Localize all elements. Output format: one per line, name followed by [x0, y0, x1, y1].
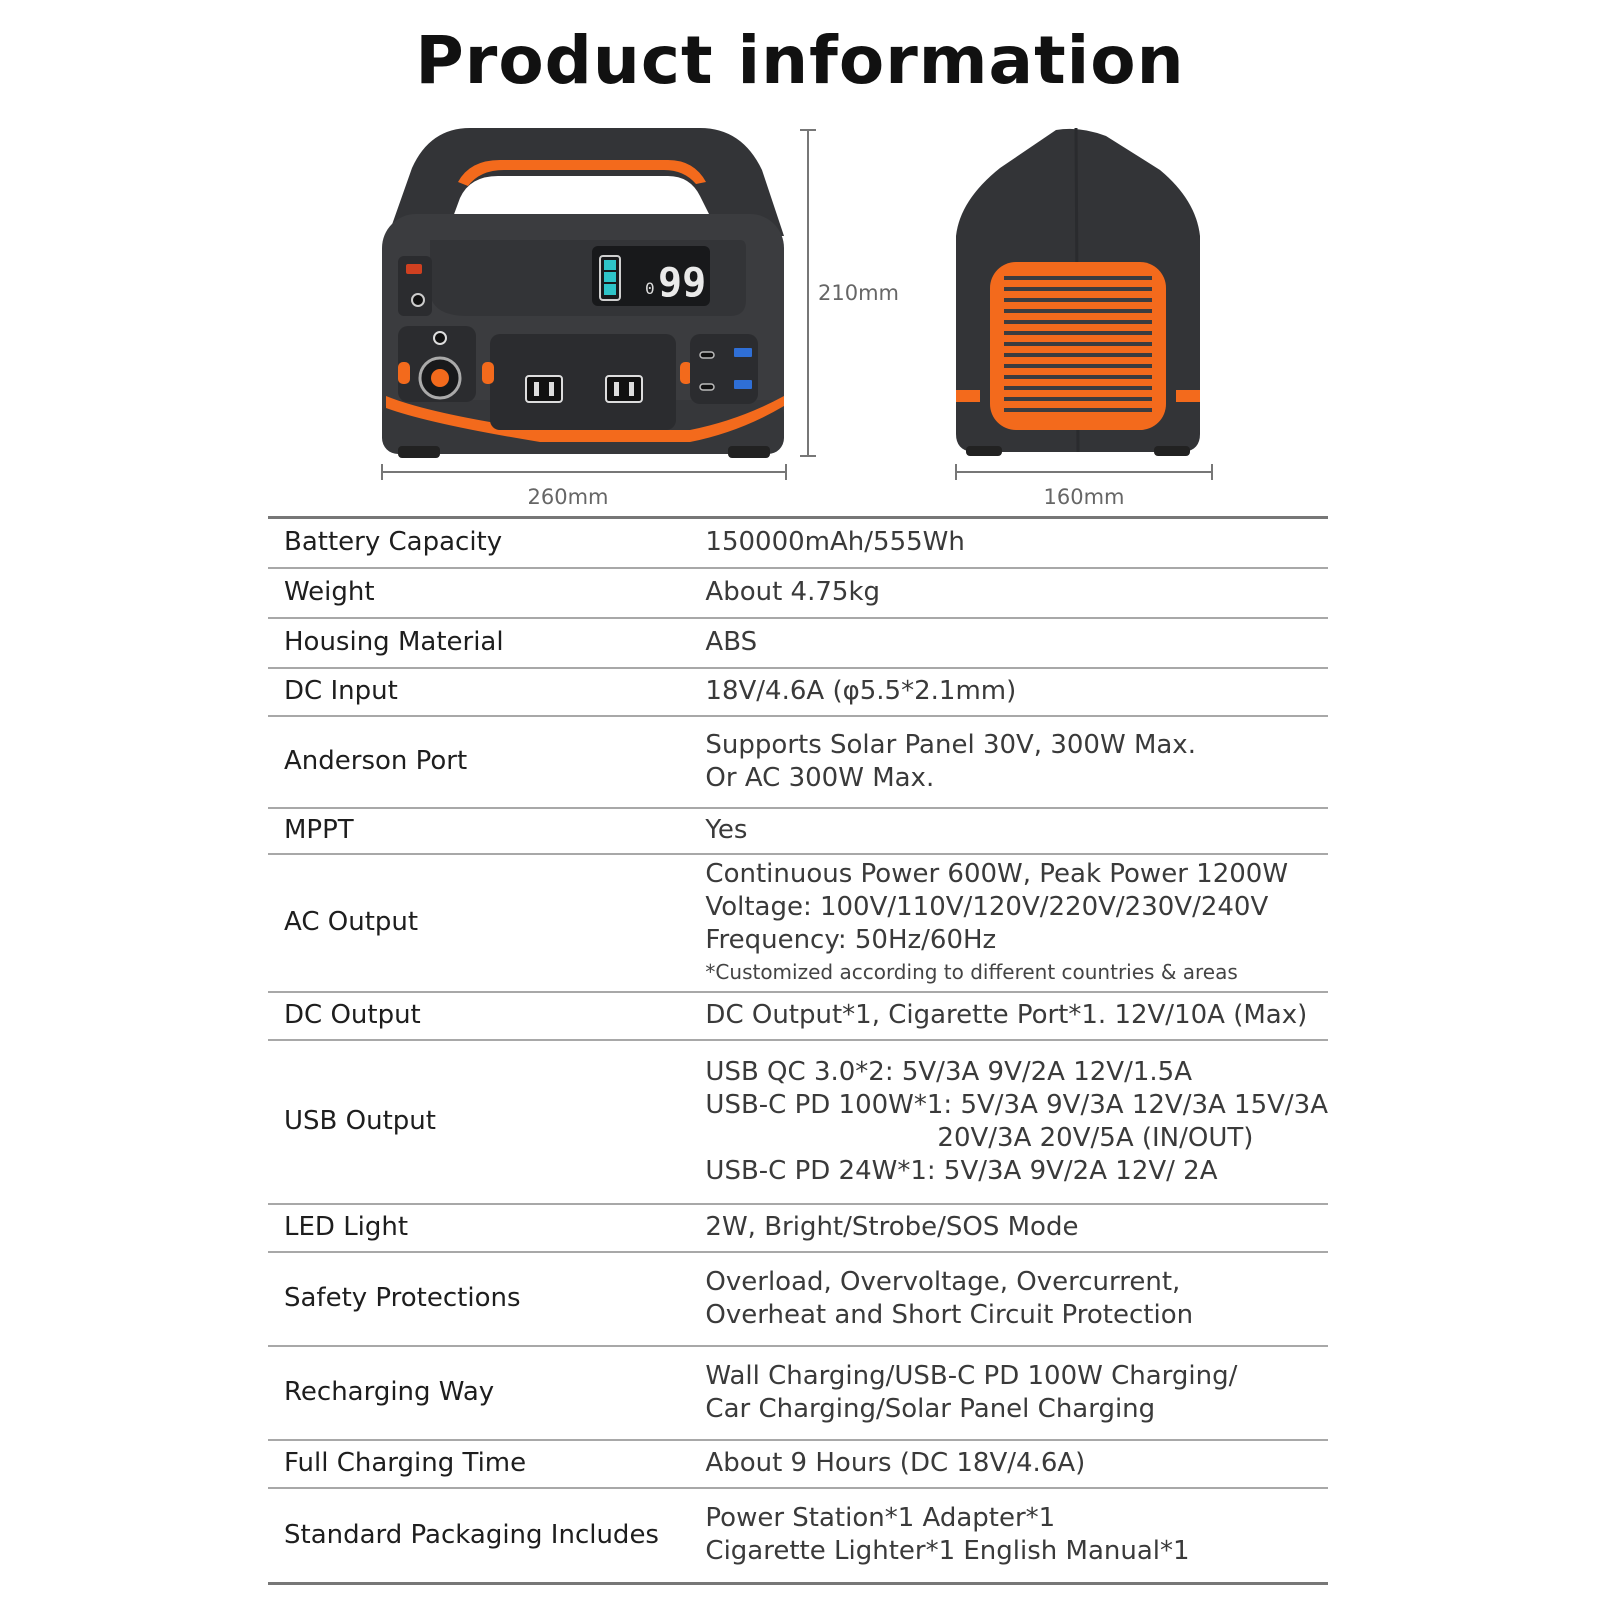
- height-label: 210mm: [818, 281, 899, 305]
- spec-row: [268, 568, 1328, 618]
- dimension-width: [382, 464, 786, 509]
- spec-value: Overload, Overvoltage, Overcurrent, Overheat and Short Circuit Protection: [705, 1252, 1328, 1346]
- spec-row: [268, 1488, 1328, 1584]
- spec-value: 18V/4.6A (φ5.5*2.1mm): [705, 668, 1328, 716]
- spec-row: [268, 1252, 1328, 1346]
- spec-label: DC Input: [268, 668, 705, 716]
- spec-label: DC Output: [268, 992, 705, 1040]
- width-label: 260mm: [527, 485, 609, 509]
- dimension-depth: [956, 464, 1212, 509]
- spec-row: [268, 808, 1328, 854]
- spec-row: [268, 668, 1328, 716]
- front-view: [382, 128, 784, 458]
- page-title: Product information: [415, 22, 1185, 99]
- spec-value: ABS: [705, 618, 1328, 668]
- spec-row: [268, 618, 1328, 668]
- spec-label: Standard Packaging Includes: [268, 1488, 705, 1584]
- dimension-height: [800, 130, 899, 456]
- spec-value: About 9 Hours (DC 18V/4.6A): [705, 1440, 1328, 1488]
- spec-row: [268, 1040, 1328, 1204]
- ac-outlet-left: [526, 376, 562, 402]
- spec-label: Anderson Port: [268, 716, 705, 808]
- spec-label: Weight: [268, 568, 705, 618]
- foot-right: [728, 446, 770, 458]
- spec-row: [268, 992, 1328, 1040]
- spec-value: Power Station*1 Adapter*1 Cigarette Lighter*1 English Manual*1: [705, 1488, 1328, 1584]
- spec-label: Recharging Way: [268, 1346, 705, 1440]
- spec-value: Continuous Power 600W, Peak Power 1200W Voltage: 100V/110V/120V/220V/230V/240V Frequency: 50Hz/60Hz *Customized according to different countries & areas: [705, 854, 1328, 992]
- spec-row: [268, 1440, 1328, 1488]
- spec-label: MPPT: [268, 808, 705, 854]
- spec-value: 2W, Bright/Strobe/SOS Mode: [705, 1204, 1328, 1252]
- spec-value: Yes: [705, 808, 1328, 854]
- usb-c-port-2: [700, 384, 714, 390]
- spec-label: LED Light: [268, 1204, 705, 1252]
- product-figure: [0, 0, 1600, 520]
- usb-a-port-2: [734, 380, 752, 389]
- ac-panel: [490, 334, 676, 430]
- spec-label: Safety Protections: [268, 1252, 705, 1346]
- spec-table: [268, 516, 1328, 1585]
- spec-value: 150000mAh/555Wh: [705, 518, 1328, 568]
- spec-row: [268, 854, 1328, 992]
- spec-label: Battery Capacity: [268, 518, 705, 568]
- spec-value: About 4.75kg: [705, 568, 1328, 618]
- spec-row: [268, 716, 1328, 808]
- usb-panel: [690, 334, 758, 404]
- spec-label: USB Output: [268, 1040, 705, 1204]
- spec-label: AC Output: [268, 854, 705, 992]
- dc-output-port: [434, 332, 446, 344]
- spec-row: [268, 1204, 1328, 1252]
- spec-value: USB QC 3.0*2: 5V/3A 9V/2A 12V/1.5A USB-C PD 100W*1: 5V/3A 9V/3A 12V/3A 15V/3A 20V/3A 20V/5A (IN/OUT) USB-C PD 24W*1: 5V/3A 9V/2A 12V/ 2A: [705, 1040, 1328, 1204]
- spec-value: Wall Charging/USB-C PD 100W Charging/ Car Charging/Solar Panel Charging: [705, 1346, 1328, 1440]
- lcd-digits: 99: [658, 260, 707, 306]
- spec-value: Supports Solar Panel 30V, 300W Max. Or AC 300W Max.: [705, 716, 1328, 808]
- side-view: [956, 128, 1200, 456]
- foot-left: [398, 446, 440, 458]
- usb-a-port-1: [734, 348, 752, 357]
- depth-label: 160mm: [1043, 485, 1125, 509]
- spec-label: Housing Material: [268, 618, 705, 668]
- spec-value: DC Output*1, Cigarette Port*1. 12V/10A (Max): [705, 992, 1328, 1040]
- spec-label: Full Charging Time: [268, 1440, 705, 1488]
- spec-row: [268, 518, 1328, 568]
- lcd-small-digit: 0: [645, 279, 655, 298]
- ac-outlet-right: [606, 376, 642, 402]
- usb-c-port-1: [700, 352, 714, 358]
- dc-input-port: [412, 294, 424, 306]
- spec-row: [268, 1346, 1328, 1440]
